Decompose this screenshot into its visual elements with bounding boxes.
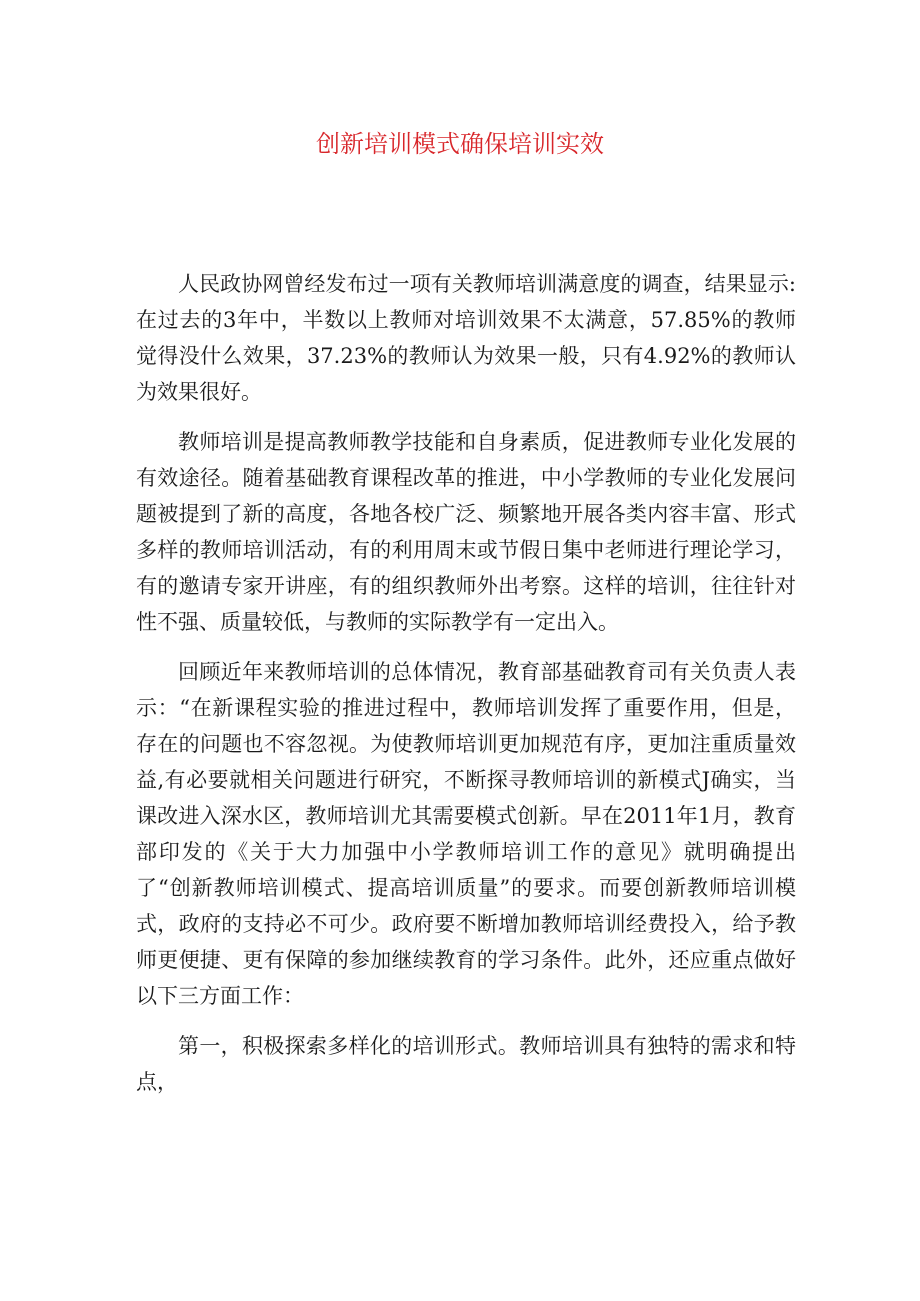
paragraph-ministry-review: 回顾近年来教师培训的总体情况，教育部基础教育司有关负责人表示：“在新课程实验的推进过程中，教师培训发挥了重要作用，但是，存在的问题也不容忽视。为使教师培训更加规范有序，更加注重质量效益,有必要就相关问题进行研究，不断探寻教师培训的新模式J确实，当课改进入深水区，教师培训尤其需要模式创新。早在2011年1月，教育部印发的《关于大力加强中小学教师培训工作的意见》就明确提出了“创新教师培训模式、提高培训质量”的要求。而要创新教师培训模式，政府的支持必不可少。政府要不断增加教师培训经费投入，给予教师更便捷、更有保障的参加继续教育的学习条件。此外，还应重点做好以下三方面工作： [136,660,796,1008]
paragraph-survey: 人民政协网曾经发布过一项有关教师培训满意度的调查，结果显示:在过去的3年中，半数以上教师对培训效果不太满意，57.85%的教师觉得没什么效果，37.23%的教师认为效果一般，只有4.92%的教师认为效果很好。 [136,272,796,404]
article-body [136,266,796,1114]
page-title: 创新培训模式确保培训实效 [316,130,604,158]
paragraph-training-purpose: 教师培训是提高教师教学技能和自身素质，促进教师专业化发展的有效途径。随着基础教育课程改革的推进，中小学教师的专业化发展问题被提到了新的高度，各地各校广泛、频繁地开展各类内容丰富、形式多样的教师培训活动，有的利用周末或节假日集中老师进行理论学习，有的邀请专家开讲座，有的组织教师外出考察。这样的培训，往往针对性不强、质量较低，与教师的实际教学有一定出入。 [136,430,796,634]
paragraph-first-point: 第一，积极探索多样化的培训形式。教师培训具有独特的需求和特点， [136,1034,796,1094]
